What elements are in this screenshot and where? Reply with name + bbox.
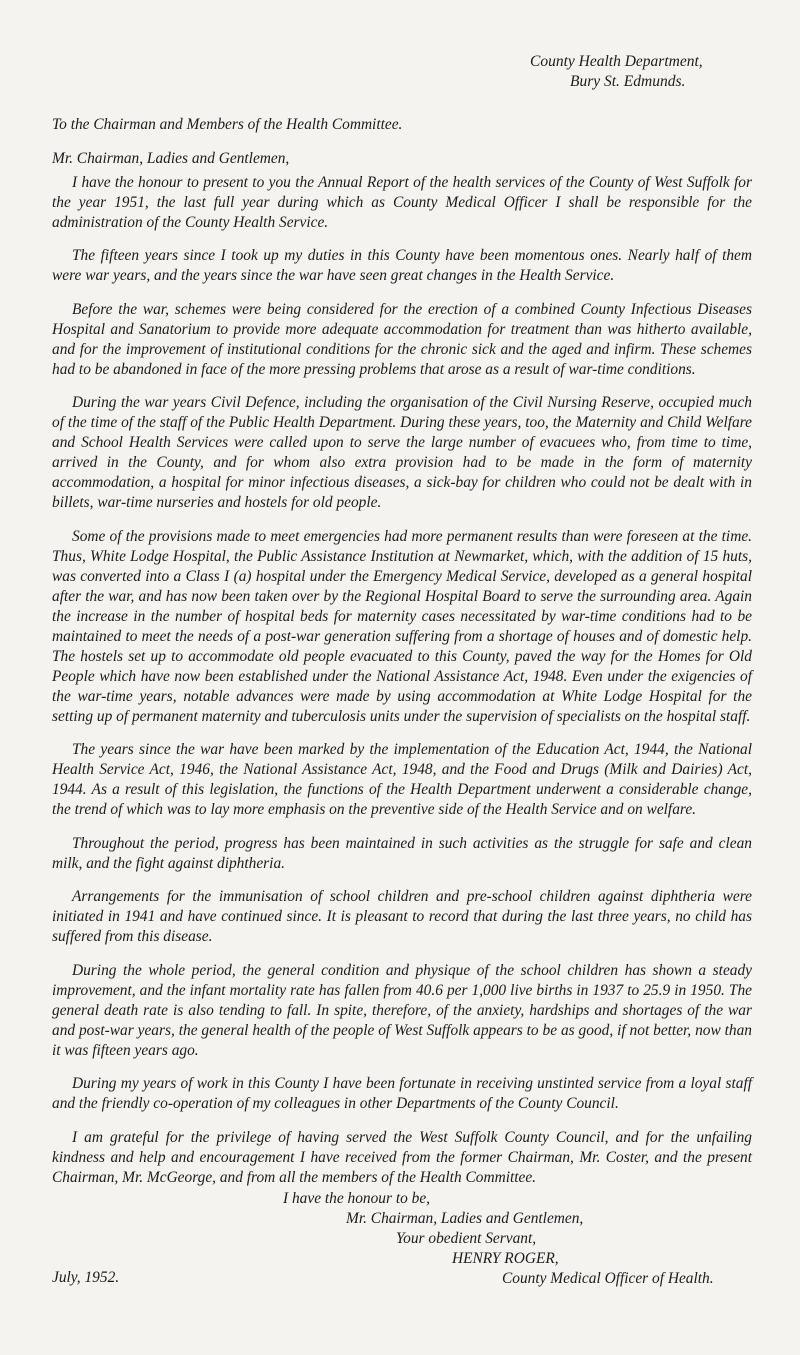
paragraph: The fifteen years since I took up my duties in this County have been momentous ones. Nearly half of them were war years, and the years since the war have seen great changes in the Health Service. [52,247,752,284]
paragraph: Throughout the period, progress has been maintained in such activities as the struggle for safe and clean milk, and the fight against diphtheria. [52,834,752,872]
paragraph: Arrangements for the immunisation of school children and pre-school children against diphtheria were initiated in 1941 and have continued since. It is pleasant to record that during the last three years, no child has suffered from this disease. [52,888,752,945]
paragraph: Some of the provisions made to meet emergencies had more permanent results than were foreseen at the time. Thus, White Lodge Hospital, the Public Assistance Institution at Newmarket, which, with the addition of 15 huts, was converted into a Class I (a) hospital under the Emergency Medical Service, developed as a general hospital after the war, and has now been taken over by the Regional Hospital Board to serve the surrounding area. Again the increase in the number of hospital beds for maternity cases necessitated by war-time conditions had to be maintained to meet the needs of a post-war generation suffering from a shortage of houses and of domestic help. The hostels set up to accommodate old people evacuated to this County, paved the way for the Homes for Old People which have now been established under the National Assistance Act, 1948. Even under the exigencies of the war-time years, notable advances were made by using accommodation at White Lodge Hospital for the setting up of permanent maternity and tuberculosis units under the supervision of specialists on the hospital staff. [52,527,752,725]
paragraph: Before the war, schemes were being considered for the erection of a combined County Infectious Diseases Hospital and Sanatorium to provide more adequate accommodation for treatment than was hitherto available, and for the improvement of institutional conditions for the chronic sick and the aged and infirm. These schemes had to be abandoned in face of the more pressing problems that arose as a result of war-time conditions. [52,300,752,378]
addressee: To the Chairman and Members of the Health Committee. [52,116,403,133]
letter-body [52,115,752,1201]
closing-honour: I have the honour to be, [283,1190,431,1207]
signature-title: County Medical Officer of Health. [502,1270,714,1287]
paragraph: I have the honour to present to you the Annual Report of the health services of the County of West Suffolk for the year 1951, the last full year during which as County Medical Officer I shall be responsible for the administration of the County Health Service. [52,173,752,231]
signature-name: HENRY ROGER, [452,1250,559,1267]
paragraph: During the whole period, the general condition and physique of the school children has shown a steady improvement, and the infant mortality rate has fallen from 40.6 per 1,000 live births in 1937 to 25.9 in 1950. The general death rate is also tending to fall. In spite, therefore, of the anxiety, hardships and shortages of the war and post-war years, the general health of the people of West Suffolk appears to be as good, if not better, now than it was fifteen years ago. [52,961,752,1059]
salutation: Mr. Chairman, Ladies and Gentlemen, [52,149,290,167]
closing-servant: Your obedient Servant, [396,1230,537,1247]
paragraph: During my years of work in this County I have been fortunate in receiving unstinted service from a loyal staff and the friendly co-operation of my colleagues in other Departments of the County Council. [52,1075,752,1112]
department-town: Bury St. Edmunds. [570,73,686,90]
paragraph: The years since the war have been marked by the implementation of the Education Act, 1944, the National Health Service Act, 1946, the National Assistance Act, 1948, and the Food and Drugs (Milk and Dairies) Act, 1944. As a result of this legislation, the functions of the Health Department underwent a considerable change, the trend of which was to lay more emphasis on the preventive side of the Health Service and on welfare. [52,741,752,818]
department-address [530,52,703,92]
closing-salutation: Mr. Chairman, Ladies and Gentlemen, [346,1210,584,1227]
department-name: County Health Department, [530,53,703,70]
paragraph: I am grateful for the privilege of having served the West Suffolk County Council, and for the unfailing kindness and help and encouragement I have received from the former Chairman, Mr. Coster, and the present Chairman, Mr. McGeorge, and from all the members of the Health Committee. [52,1128,752,1186]
letter-date: July, 1952. [52,1269,120,1286]
paragraph: During the war years Civil Defence, including the organisation of the Civil Nursing Reserve, occupied much of the time of the staff of the Public Health Department. During these years, too, the Maternity and Child Welfare and School Health Services were called upon to serve the large number of evacuees who, from time to time, arrived in the County, and for whom also extra provision had to be made in the form of maternity accommodation, a hospital for minor infectious diseases, a sick-bay for children who could not be dealt with in billets, war-time nurseries and hostels for old people. [52,394,752,511]
